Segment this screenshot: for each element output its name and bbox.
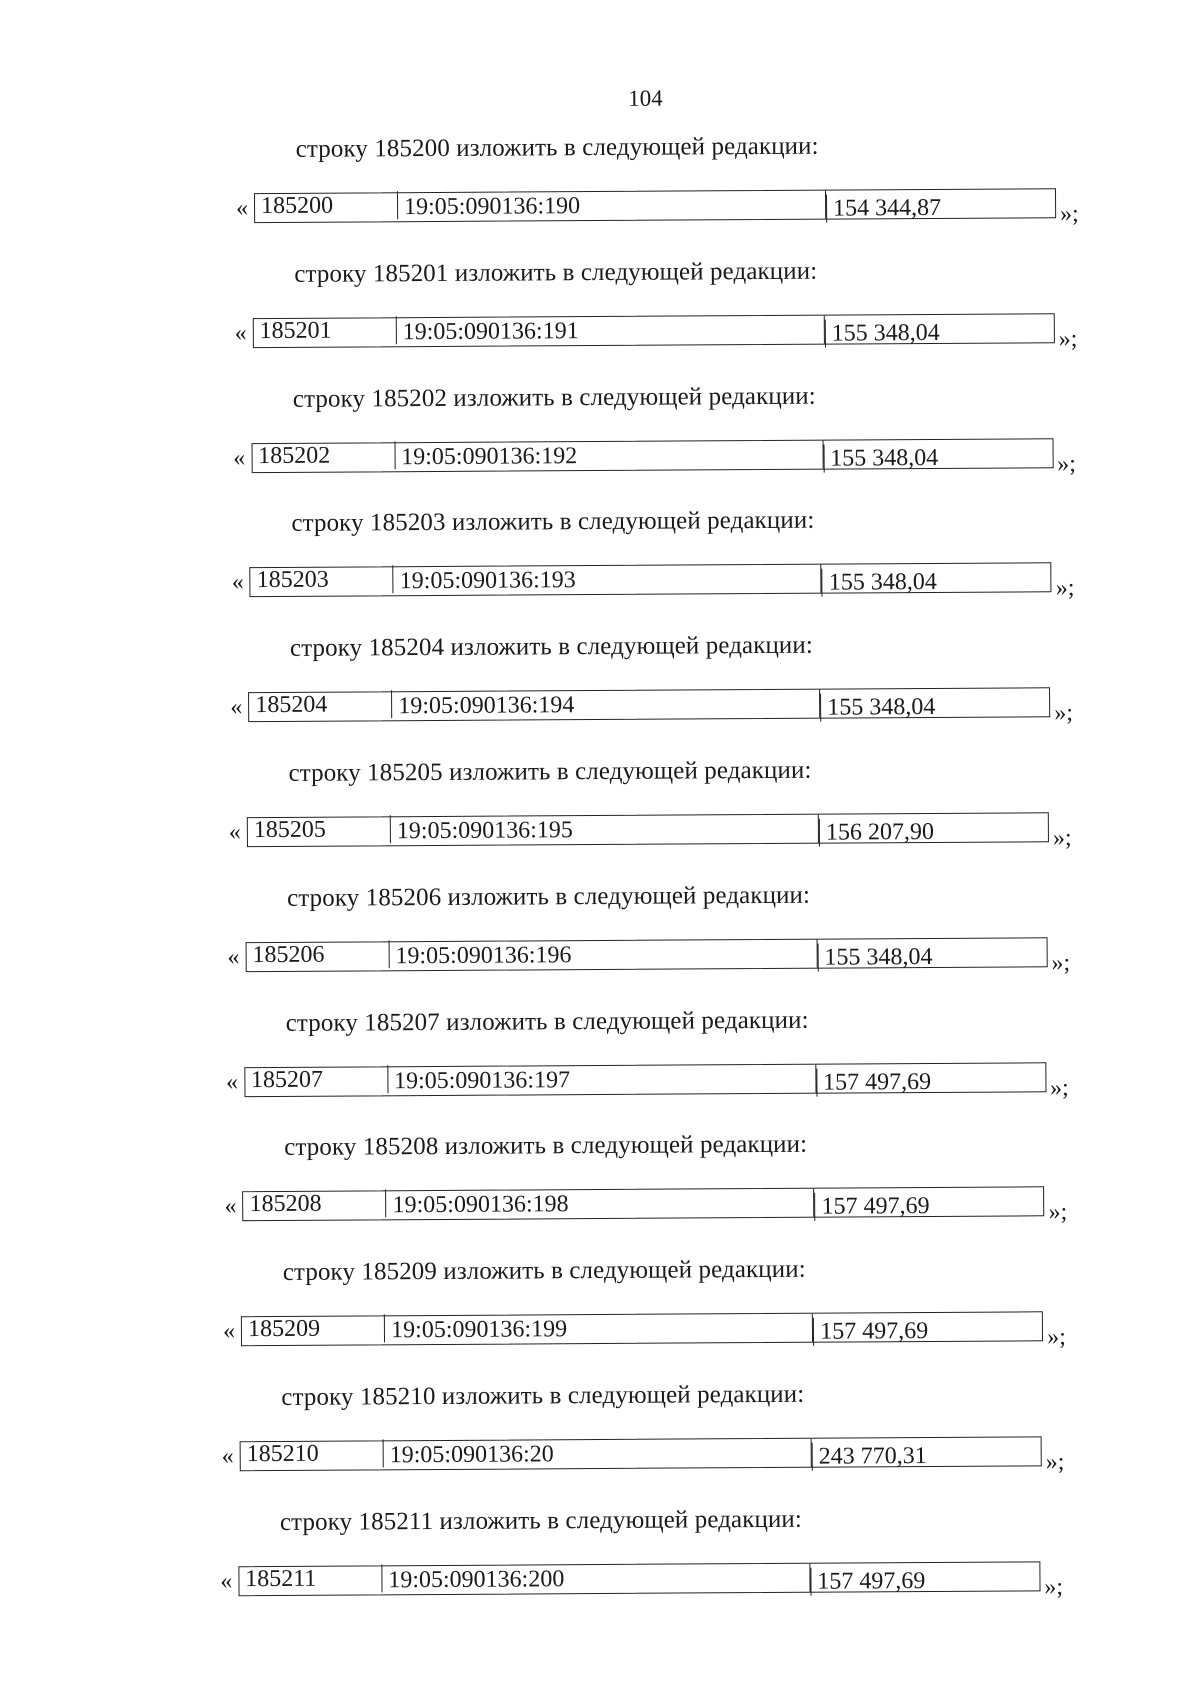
amendment-instruction: строку 185201 изложить в следующей редакции: xyxy=(294,257,818,288)
closing-quote: »; xyxy=(1055,575,1075,602)
opening-quote: « xyxy=(223,1318,236,1345)
amendment-item xyxy=(0,1254,1183,1381)
amendment-instruction: строку 185210 изложить в следующей редакции: xyxy=(281,1380,805,1411)
cadastral-number-cell: 19:05:090136:191 xyxy=(397,315,825,346)
opening-quote: « xyxy=(225,1068,239,1095)
amendment-instruction: строку 185207 изложить в следующей редакции: xyxy=(285,1006,809,1037)
cadastral-value-cell: 155 348,04 xyxy=(817,942,1046,971)
row-number-cell: 185203 xyxy=(251,566,394,595)
opening-quote: « xyxy=(221,1443,234,1470)
cadastral-number-cell: 19:05:090136:199 xyxy=(385,1314,813,1345)
replacement-row xyxy=(245,937,1047,972)
closing-quote: »; xyxy=(1047,1324,1066,1351)
replacement-row xyxy=(253,313,1055,348)
amendment-instruction: строку 185205 изложить в следующей редакции: xyxy=(288,756,812,787)
replacement-row xyxy=(248,687,1050,722)
amendment-item xyxy=(0,630,1191,757)
replacement-row xyxy=(242,1187,1044,1222)
cadastral-number-cell: 19:05:090136:200 xyxy=(382,1564,810,1595)
cadastral-value-cell: 157 497,69 xyxy=(816,1067,1045,1096)
closing-quote: »; xyxy=(1044,1573,1064,1601)
closing-quote: »; xyxy=(1052,825,1072,852)
cadastral-number-cell: 19:05:090136:197 xyxy=(388,1064,816,1095)
opening-quote: « xyxy=(228,819,241,846)
cadastral-number-cell: 19:05:090136:196 xyxy=(389,939,817,970)
row-number-cell: 185201 xyxy=(254,316,397,345)
cadastral-number-cell: 19:05:090136:198 xyxy=(386,1189,814,1220)
closing-quote: »; xyxy=(1045,1449,1065,1476)
amendment-item xyxy=(0,1004,1186,1131)
cadastral-value-cell: 157 497,69 xyxy=(815,1192,1044,1221)
row-number-cell: 185205 xyxy=(248,815,391,844)
cadastral-value-cell: 155 348,04 xyxy=(825,318,1054,347)
amendment-instruction: строку 185211 изложить в следующей редакции: xyxy=(279,1505,803,1536)
opening-quote: « xyxy=(220,1568,233,1595)
cadastral-value-cell: 156 207,90 xyxy=(819,817,1048,846)
replacement-row xyxy=(240,1436,1042,1471)
amendment-item xyxy=(0,1129,1185,1256)
closing-quote: »; xyxy=(1060,201,1079,228)
cadastral-value-cell: 155 348,04 xyxy=(823,443,1052,472)
row-number-cell: 185207 xyxy=(245,1065,388,1094)
closing-quote: »; xyxy=(1057,450,1077,477)
opening-quote: « xyxy=(234,319,247,347)
opening-quote: « xyxy=(233,444,246,471)
replacement-row xyxy=(254,188,1056,223)
opening-quote: « xyxy=(231,569,244,596)
cadastral-value-cell: 155 348,04 xyxy=(820,692,1049,721)
cadastral-value-cell: 157 497,69 xyxy=(813,1316,1042,1345)
amendment-item xyxy=(0,1378,1182,1505)
replacement-row xyxy=(250,563,1052,598)
cadastral-number-cell: 19:05:090136:193 xyxy=(394,565,822,596)
amendment-instruction: строку 185209 изложить в следующей редакции: xyxy=(282,1255,806,1287)
amendment-item xyxy=(0,1503,1181,1630)
cadastral-value-cell: 154 344,87 xyxy=(826,193,1055,222)
amendment-instruction: строку 185206 изложить в следующей редакции: xyxy=(287,881,811,912)
amendment-instruction: строку 185204 изложить в следующей редакции: xyxy=(289,631,813,663)
closing-quote: »; xyxy=(1054,700,1074,727)
replacement-row xyxy=(247,812,1049,847)
replacement-row xyxy=(241,1311,1043,1346)
row-number-cell: 185204 xyxy=(249,690,392,719)
cadastral-number-cell: 19:05:090136:195 xyxy=(391,815,819,846)
opening-quote: « xyxy=(230,694,243,721)
opening-quote: « xyxy=(227,944,240,971)
cadastral-number-cell: 19:05:090136:190 xyxy=(398,191,826,222)
amendment-instruction: строку 185202 изложить в следующей редакции: xyxy=(292,382,816,413)
closing-quote: »; xyxy=(1051,949,1071,977)
row-number-cell: 185208 xyxy=(243,1190,386,1219)
row-number-cell: 185202 xyxy=(252,441,395,470)
row-number-cell: 185210 xyxy=(241,1439,384,1468)
amendment-item xyxy=(0,255,1195,382)
replacement-row xyxy=(251,438,1053,473)
cadastral-value-cell: 243 770,31 xyxy=(812,1441,1041,1470)
page-number: 104 xyxy=(628,85,663,111)
cadastral-number-cell: 19:05:090136:192 xyxy=(395,440,823,471)
amendment-item xyxy=(0,754,1189,881)
amendment-instruction: строку 185203 изложить в следующей редакции: xyxy=(291,507,815,538)
cadastral-number-cell: 19:05:090136:194 xyxy=(392,690,820,721)
opening-quote: « xyxy=(235,195,249,222)
row-number-cell: 185209 xyxy=(242,1315,385,1344)
amendment-instruction: строку 185208 изложить в следующей редакции: xyxy=(284,1131,808,1162)
opening-quote: « xyxy=(224,1193,237,1220)
row-number-cell: 185211 xyxy=(239,1564,382,1593)
cadastral-number-cell: 19:05:090136:20 xyxy=(384,1439,812,1470)
closing-quote: »; xyxy=(1058,325,1078,352)
cadastral-value-cell: 155 348,04 xyxy=(822,568,1051,597)
amendment-item xyxy=(0,505,1192,632)
closing-quote: »; xyxy=(1048,1199,1068,1226)
amendment-item xyxy=(0,879,1188,1006)
row-number-cell: 185206 xyxy=(246,940,389,969)
amendment-instruction: строку 185200 изложить в следующей редакции: xyxy=(295,132,819,163)
amendment-item xyxy=(0,130,1196,257)
amendment-item xyxy=(0,380,1193,507)
closing-quote: »; xyxy=(1049,1074,1069,1101)
replacement-row xyxy=(244,1062,1046,1097)
replacement-row xyxy=(238,1561,1040,1596)
row-number-cell: 185200 xyxy=(255,191,398,220)
cadastral-value-cell: 157 497,69 xyxy=(810,1566,1039,1595)
